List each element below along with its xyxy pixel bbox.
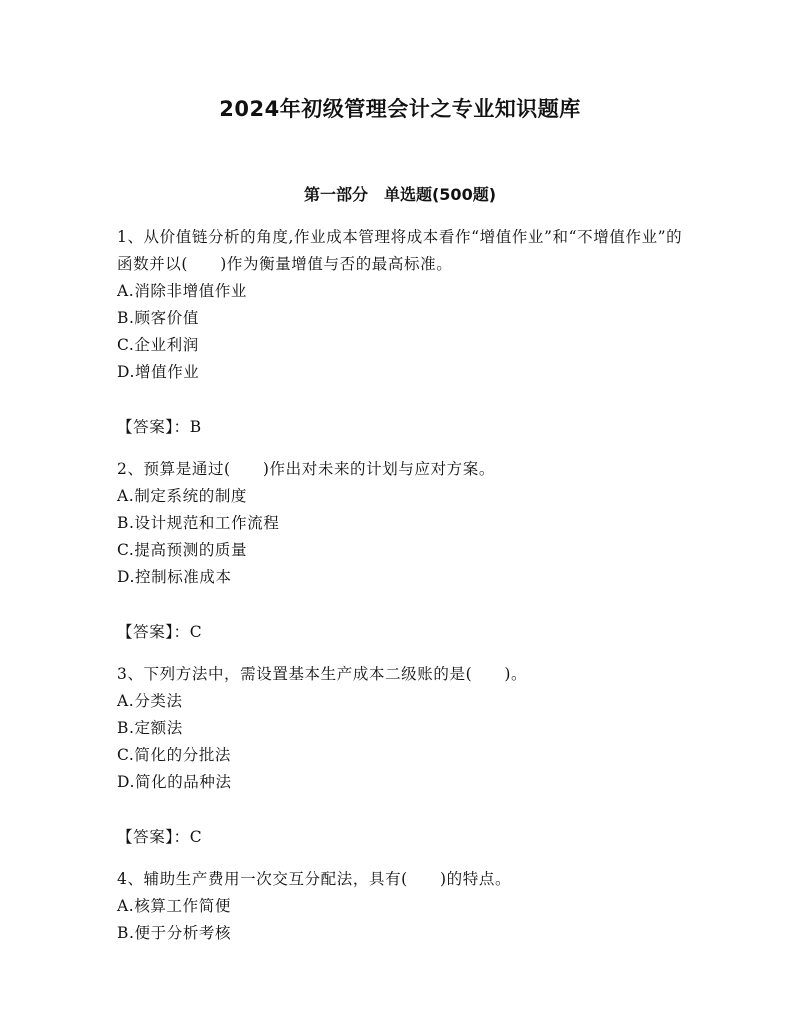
question-stem: 4、辅助生产费用一次交互分配法，具有( )的特点。 — [117, 870, 512, 888]
question-item — [117, 866, 687, 947]
question-option: C.企业利润 — [117, 336, 199, 354]
question-stem: 2、预算是通过( )作出对未来的计划与应对方案。 — [117, 460, 495, 478]
answer-label: 【答案】： — [117, 623, 190, 641]
question-option: C.提高预测的质量 — [117, 541, 248, 559]
answer-value: C — [189, 623, 203, 641]
answer-label: 【答案】： — [117, 828, 190, 846]
question-list — [117, 224, 687, 947]
question-stem: 3、下列方法中，需设置基本生产成本二级账的是( )。 — [117, 665, 528, 683]
answer-value: C — [189, 828, 203, 846]
question-item — [117, 456, 687, 646]
question-item — [117, 661, 687, 851]
question-option: B.设计规范和工作流程 — [117, 514, 280, 532]
question-option: A.消除非增值作业 — [117, 282, 248, 300]
answer-line — [117, 414, 687, 441]
question-option: C.简化的分批法 — [117, 746, 232, 764]
question-option: D.简化的品种法 — [117, 773, 232, 791]
answer-line — [117, 619, 687, 646]
question-option: A.核算工作简便 — [117, 897, 231, 915]
answer-line — [117, 824, 687, 851]
question-item — [117, 224, 687, 441]
section-title: 第一部分 单选题(500题) — [303, 185, 497, 204]
question-option: D.增值作业 — [117, 363, 200, 381]
question-option: B.顾客价值 — [117, 309, 199, 327]
question-stem: 1、从价值链分析的角度,作业成本管理将成本看作“增值作业”和“不增值作业”的函数并以( )作为衡量增值与否的最高标准。 — [117, 228, 683, 273]
question-option: B.便于分析考核 — [117, 924, 232, 942]
answer-value: B — [189, 418, 202, 436]
question-option: D.控制标准成本 — [117, 568, 232, 586]
document-title: 2024年初级管理会计之专业知识题库 — [219, 97, 581, 121]
answer-label: 【答案】： — [117, 418, 190, 436]
question-option: B.定额法 — [117, 719, 183, 737]
question-option: A.分类法 — [117, 692, 183, 710]
question-option: A.制定系统的制度 — [117, 487, 248, 505]
